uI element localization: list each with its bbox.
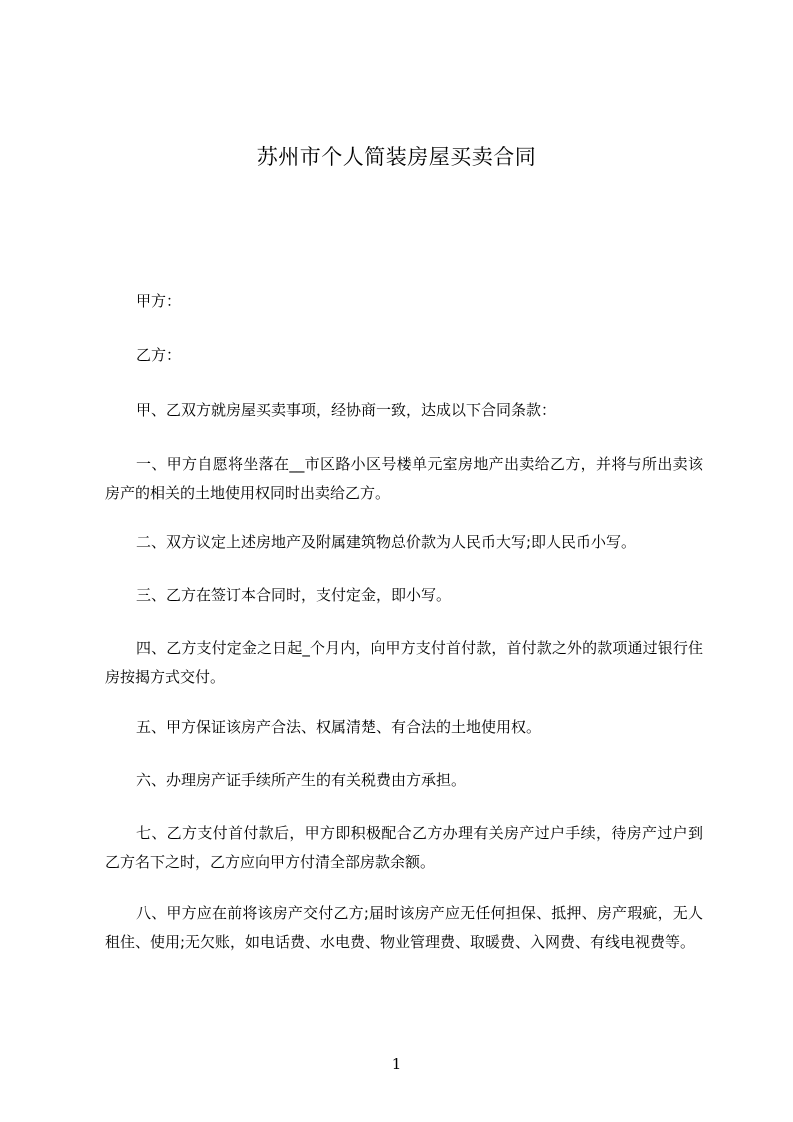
clause-1: 一、甲方自愿将坐落在__市区路小区号楼单元室房地产出卖给乙方，并将与所出卖该房产的相关的土地使用权同时出卖给乙方。 (105, 455, 703, 502)
party-b-line: 乙方： (136, 346, 182, 364)
intro-paragraph: 甲、乙双方就房屋买卖事项，经协商一致，达成以下合同条款： (136, 401, 557, 419)
clause-4: 四、乙方支付定金之日起_个月内，向甲方支付首付款，首付款之外的款项通过银行住房按揭方式交付。 (105, 639, 703, 686)
clause-7: 七、乙方支付首付款后，甲方即积极配合乙方办理有关房产过户手续，待房产过户到乙方名下之时，乙方应向甲方付清全部房款余额。 (105, 824, 703, 871)
clause-2: 二、双方议定上述房地产及附属建筑物总价款为人民币大写;即人民币小写。 (136, 533, 637, 551)
clause-6: 六、办理房产证手续所产生的有关税费由方承担。 (136, 771, 467, 789)
page-number: 1 (391, 1055, 402, 1073)
clause-3: 三、乙方在签订本合同时，支付定金，即小写。 (136, 586, 452, 604)
document-title: 苏州市个人简装房屋买卖合同 (256, 145, 537, 169)
clause-8: 八、甲方应在前将该房产交付乙方;届时该房产应无任何担保、抵押、房产瑕疵，无人租住、使用;无欠账，如电话费、水电费、物业管理费、取暖费、入网费、有线电视费等。 (105, 904, 703, 951)
clause-5: 五、甲方保证该房产合法、权属清楚、有合法的土地使用权。 (136, 718, 542, 736)
party-a-line: 甲方： (136, 292, 182, 310)
